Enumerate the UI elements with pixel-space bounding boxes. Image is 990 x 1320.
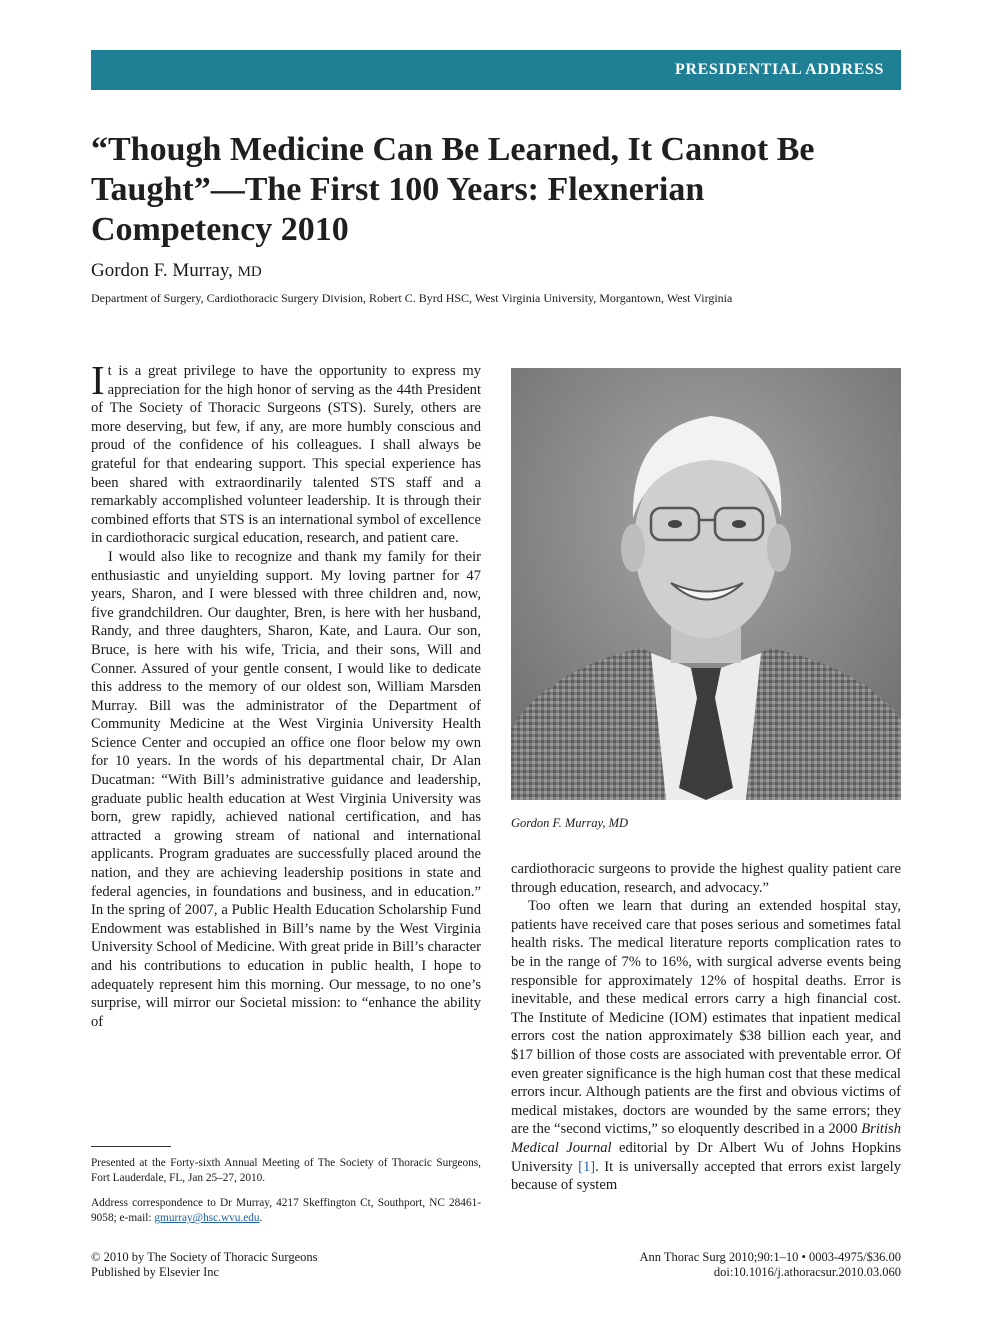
figure-caption: Gordon F. Murray, MD (511, 816, 629, 830)
article-title: “Though Medicine Can Be Learned, It Cannot Be Taught”—The First 100 Years: Flexnerian Competency 2010 (91, 131, 815, 248)
footer-left (91, 1250, 317, 1280)
author-portrait (511, 368, 901, 800)
author-name: Gordon F. Murray, (91, 260, 233, 281)
drop-cap: I (91, 357, 105, 403)
copyright-text: © 2010 by The Society of Thoracic Surgeons (91, 1250, 318, 1264)
paragraph-continued: cardiothoracic surgeons to provide the highest quality patient care through education, research, and advocacy.” (511, 861, 901, 896)
correspondence-address: Address correspondence to Dr Murray, 4217 Skeffington Ct, Southport, NC 28461-9058; e-mail: (91, 1197, 481, 1224)
section-banner (91, 50, 901, 90)
portrait-illustration (511, 368, 901, 800)
paragraph-intro-text: t is a great privilege to have the opportunity to express my appreciation for the high honor of serving as the 44th President of The Society of Thoracic Surgeons (STS). Surely, others are more deserving, but few, if any, are more humbly conscious and proud of the confidence of his colleagues. I shall always be grateful for that endearing support. This special experience has been shared with extraordinarily talented STS staff and a remarkably accomplished volunteer leadership. It is through their combined efforts that STS is an international symbol of excellence in cardiothoracic surgical education, research, and patient care. (91, 363, 481, 547)
footnote-correspondence (91, 1196, 481, 1226)
paragraph-medical-errors (511, 897, 901, 1195)
paragraph-medical-errors-text-2: editorial by Dr Albert Wu of Johns Hopkins University (511, 1139, 901, 1175)
email-link[interactable]: gmurray@hsc.wvu.edu (154, 1212, 260, 1224)
author-affiliation: Department of Surgery, Cardiothoracic Surgery Division, Robert C. Byrd HSC, West Virginia University, Morgantown, West Virginia (91, 291, 733, 305)
footer-right (639, 1250, 901, 1280)
author-degree: MD (237, 264, 262, 280)
paragraph-medical-errors-text-3: . It is universally accepted that errors exist largely because of system (511, 1158, 901, 1194)
reference-link[interactable]: [1] (578, 1158, 596, 1175)
author-line (91, 260, 262, 282)
publisher-text: Published by Elsevier Inc (91, 1265, 220, 1279)
journal-name: British Medical Journal (511, 1121, 901, 1156)
paragraph-intro (91, 357, 481, 548)
correspondence-end: . (259, 1212, 263, 1224)
body-column-left (91, 357, 481, 1031)
section-label: PRESIDENTIAL ADDRESS (675, 61, 884, 78)
citation-text: Ann Thorac Surg 2010;90:1–10 • 0003-4975/$36.00 (639, 1250, 901, 1264)
paragraph-medical-errors-text: Too often we learn that during an extended hospital stay, patients have received care that poses serious and sometimes fatal health risks. The medical literature reports complication rates to be in the range of 7% to 16%, with surgical adverse events being responsible for approximately 12% of hospital deaths. Error is inevitable, and these medical errors carry a high financial cost. The Institute of Medicine (IOM) estimates that inpatient medical errors cost the nation approximately $38 billion each year, and $17 billion of those costs are associated with preventable error. Of even greater significance is the high human cost that these medical errors incur. Although patients are the first and obvious victims of medical mistakes, doctors are wounded by the same errors; they are the “second victims,” so eloquently described in a 2000 (511, 898, 901, 1138)
footnote-presented: Presented at the Forty-sixth Annual Meeting of The Society of Thoracic Surgeons, Fort Lauderdale, FL, Jan 25–27, 2010. (91, 1157, 481, 1184)
body-column-right (511, 860, 901, 1195)
paragraph-family: I would also like to recognize and thank my family for their enthusiastic and unyielding support. My loving partner for 47 years, Sharon, and I were blessed with three children and, now, five grandchildren. Our daughter, Bren, is here with her husband, Randy, and three daughters, Sharon, Kate, and Laura. Our son, Bruce, is here with his wife, Tricia, and their sons, Will and Conner. Assured of your gentle consent, I would like to dedicate this address to the memory of our oldest son, William Marsden Murray. Bill was the administrator of the Department of Community Medicine at the West Virginia University Health Science Center and occupied an office one floor below my own for 10 years. In the words of his departmental chair, Dr Alan Ducatman: “With Bill’s administrative guidance and leadership, graduate public health education at West Virginia University was born, grew rapidly, achieved national certification, and has attracted a growing stream of national and international applicants. Program graduates are successfully placed around the nation, and they are achieving leadership positions in state and federal agencies, in foundations and business, and in education.” In the spring of 2007, a Public Health Education Scholarship Fund Endowment was established in Bill’s name by the West Virginia University School of Medicine. With great pride in Bill’s character and his contributions to education in public health, I hope to adequately represent him this morning. Our message, to no one’s surprise, will mirror our Societal mission: to “enhance the ability of (91, 548, 481, 1030)
doi-text: doi:10.1016/j.athoracsur.2010.03.060 (713, 1265, 901, 1279)
footnote-divider (91, 1146, 171, 1147)
